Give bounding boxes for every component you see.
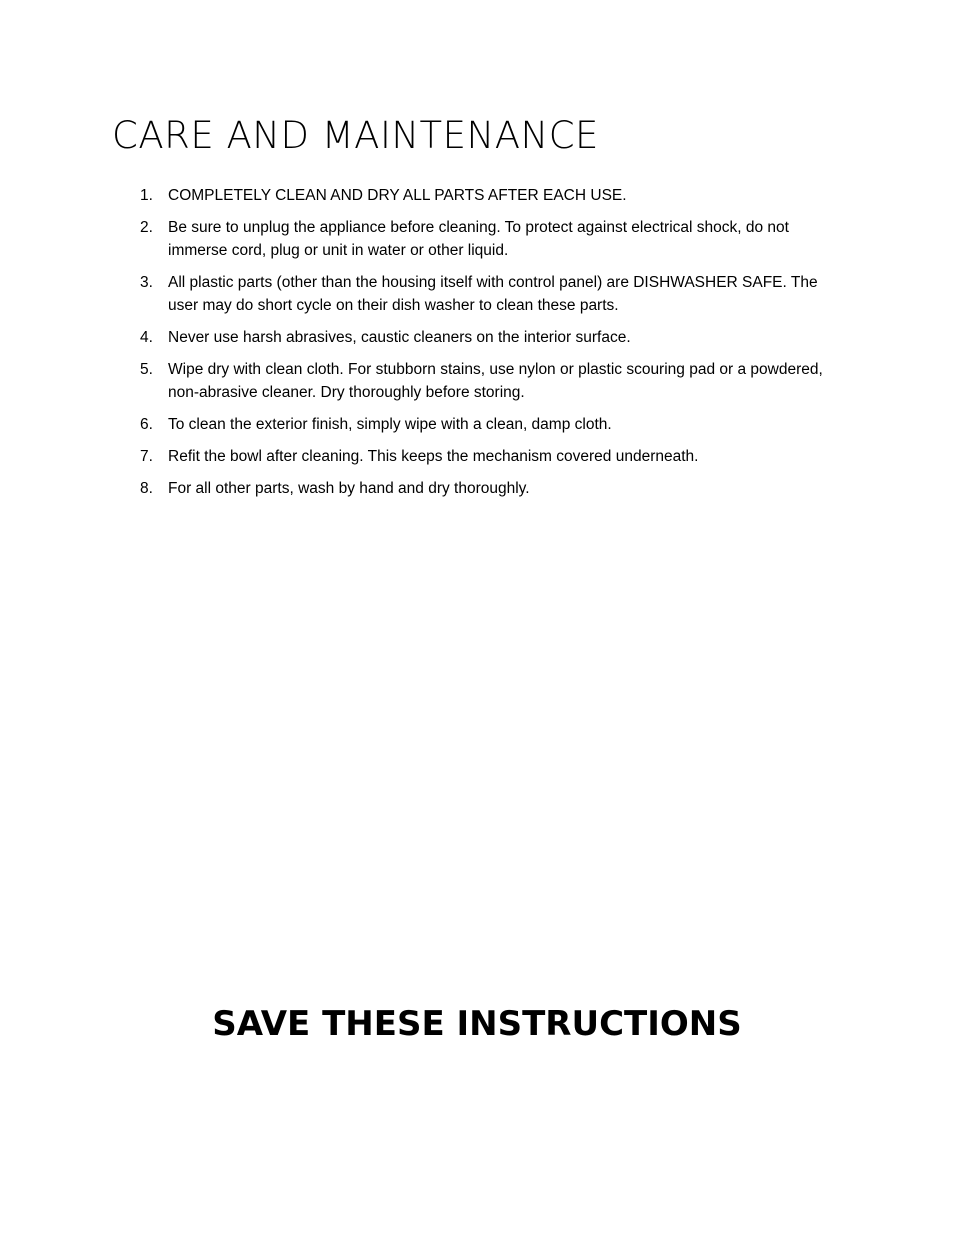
list-item-number: 6. [140,416,153,433]
care-steps-list [140,184,845,509]
list-item-number: 3. [140,274,153,291]
list-item-text: Never use harsh abrasives, caustic cleaners on the interior surface. [168,329,631,346]
list-item-number: 1. [140,187,153,204]
list-item [140,413,845,436]
list-item-number: 7. [140,448,153,465]
list-item [140,477,845,500]
page-title: CARE AND MAINTENANCE [112,114,599,157]
save-instructions-title: SAVE THESE INSTRUCTIONS [212,1004,742,1044]
list-item-text: For all other parts, wash by hand and dry thoroughly. [168,480,530,497]
list-item-number: 2. [140,219,153,236]
list-item-text: To clean the exterior finish, simply wipe with a clean, damp cloth. [168,416,612,433]
list-item [140,271,845,317]
list-item-text: All plastic parts (other than the housing itself with control panel) are DISHWASHER SAFE. The user may do short cycle on their dish washer to clean these parts. [168,274,818,314]
list-item [140,326,845,349]
list-item [140,358,845,404]
list-item [140,445,845,468]
list-item [140,216,845,262]
list-item-number: 4. [140,329,153,346]
list-item-number: 5. [140,361,153,378]
list-item-text: Be sure to unplug the appliance before cleaning. To protect against electrical shock, do not immerse cord, plug or unit in water or other liquid. [168,219,789,259]
list-item-text: Refit the bowl after cleaning. This keeps the mechanism covered underneath. [168,448,699,465]
list-item-text: COMPLETELY CLEAN AND DRY ALL PARTS AFTER EACH USE. [168,187,627,204]
list-item-text: Wipe dry with clean cloth. For stubborn stains, use nylon or plastic scouring pad or a powdered, non-abrasive cleaner. Dry thoroughly before storing. [168,361,823,401]
list-item [140,184,845,207]
list-item-number: 8. [140,480,153,497]
